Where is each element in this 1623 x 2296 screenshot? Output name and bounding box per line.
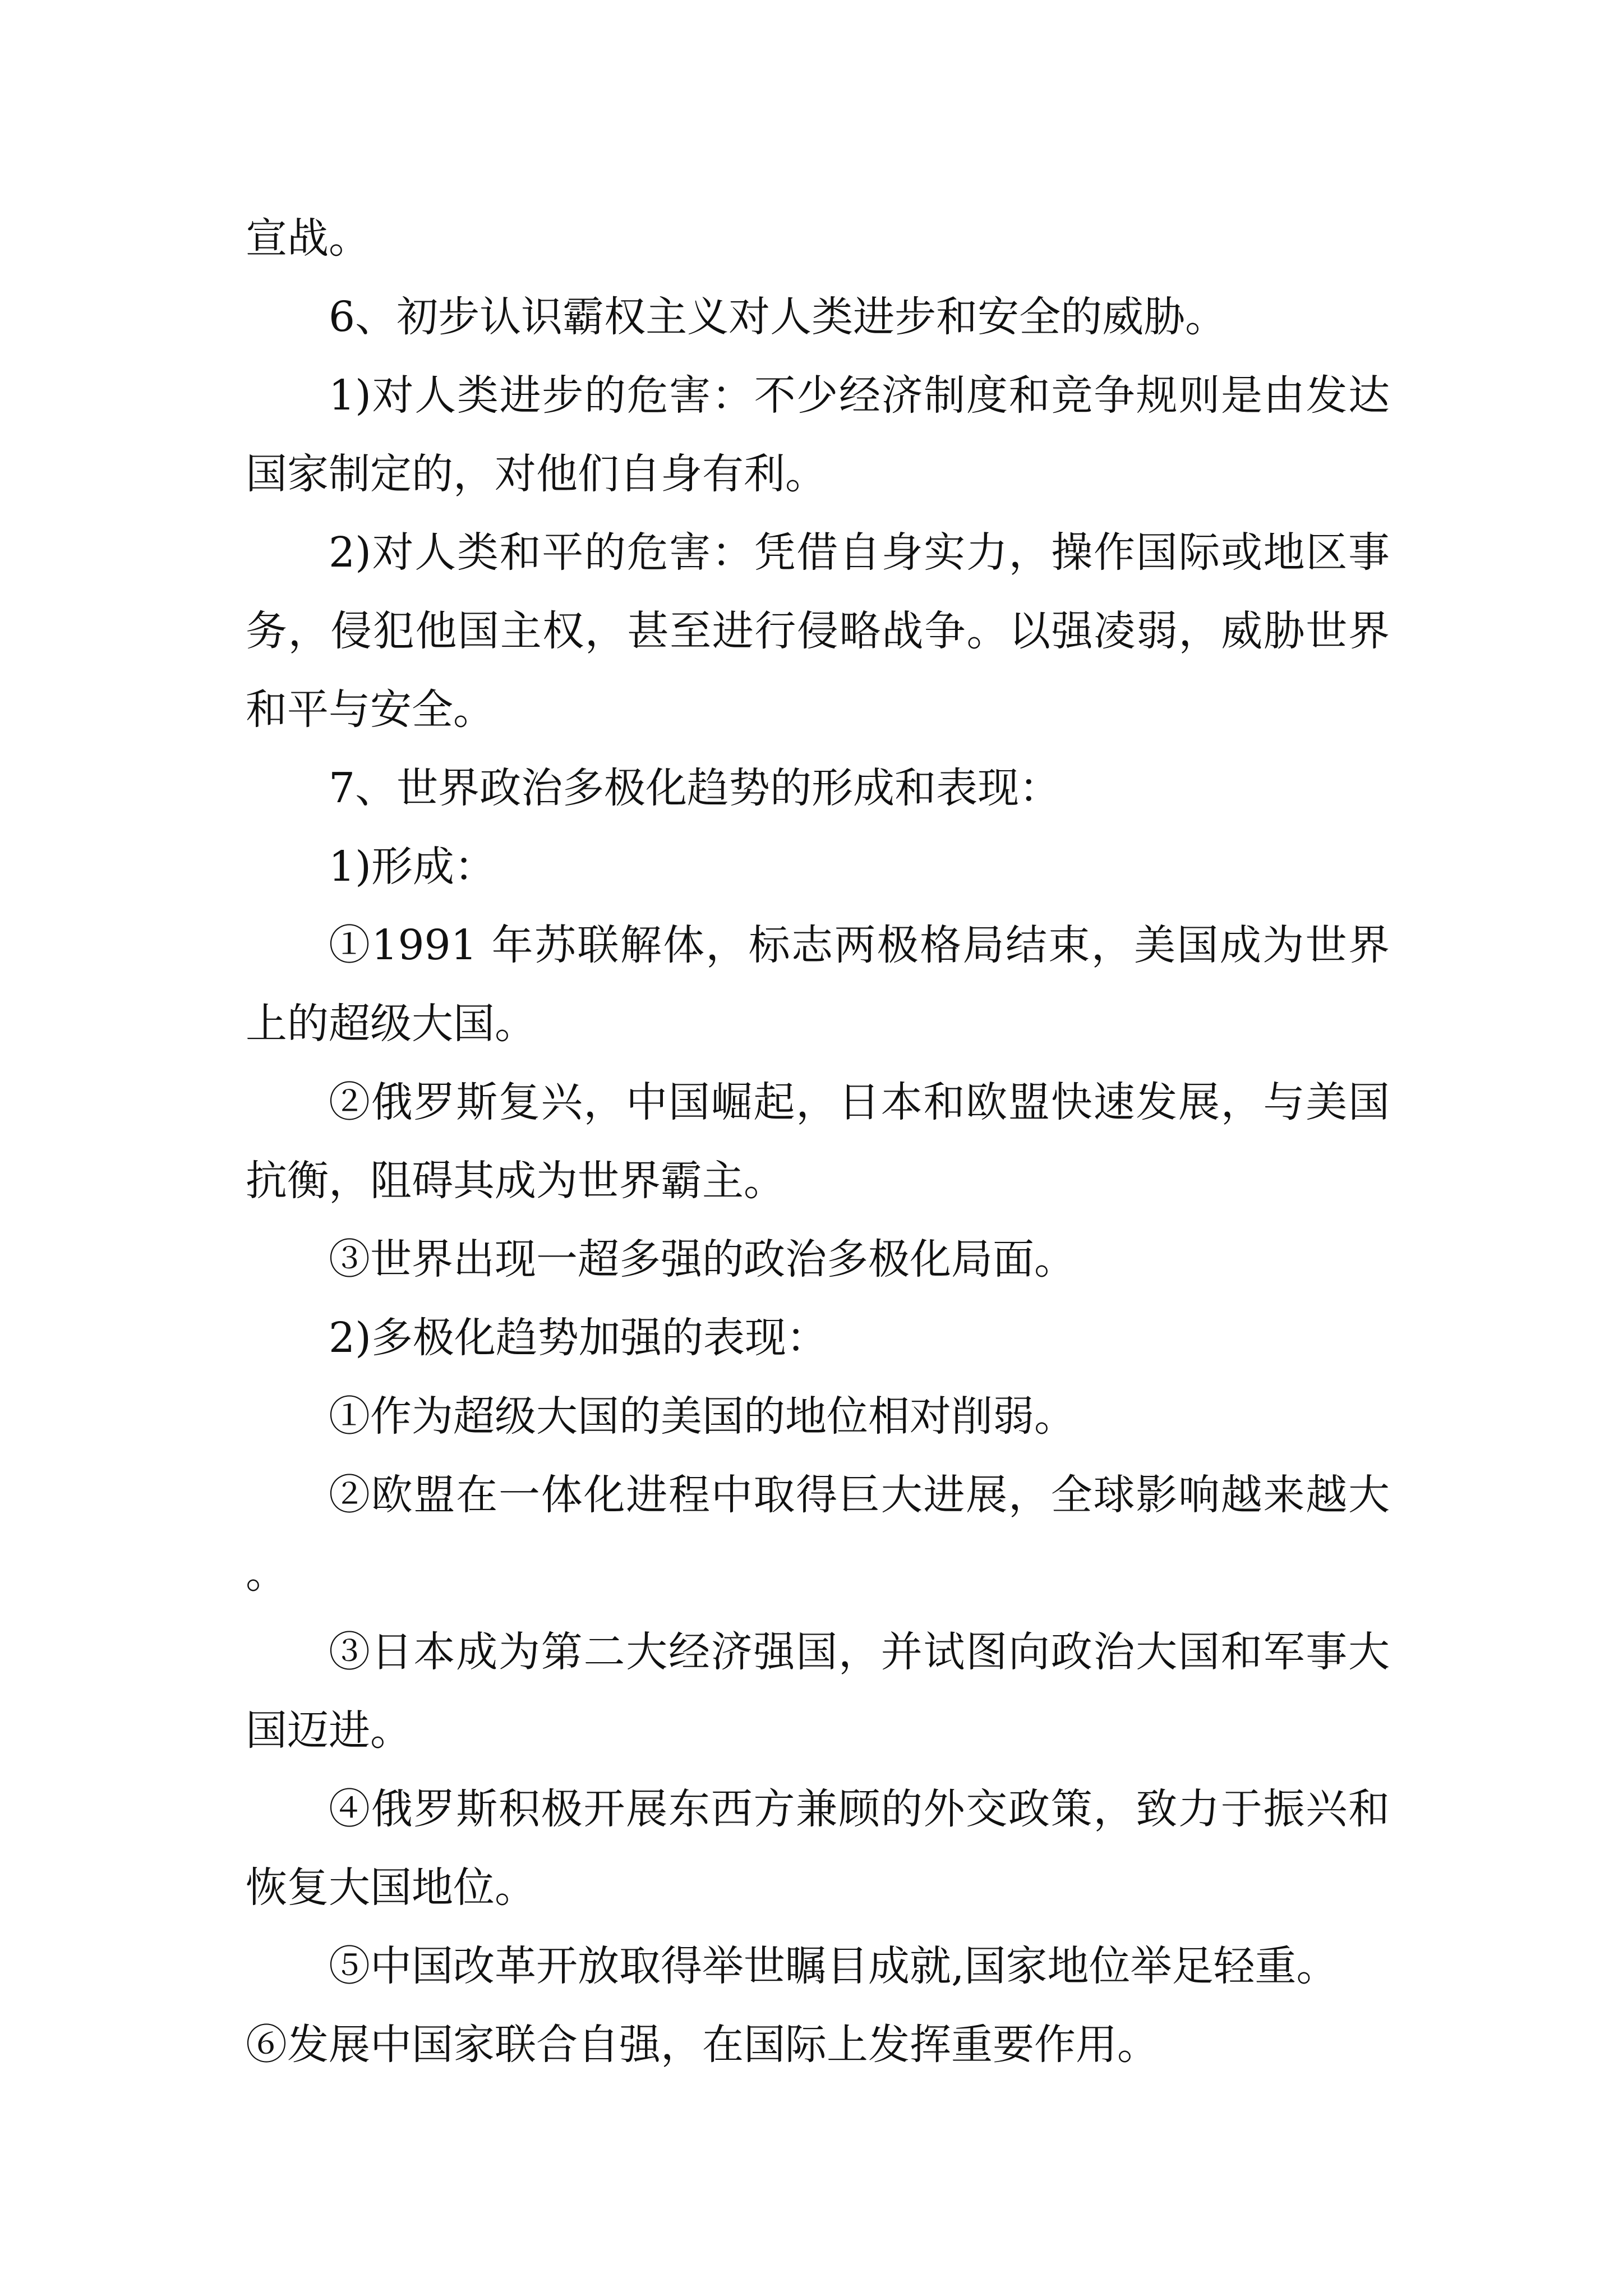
paragraph-harm-peace: 2)对人类和平的危害：凭借自身实力，操作国际或地区事务，侵犯他国主权，甚至进行侵略战争。以强凌弱，威胁世界和平与安全。 <box>246 528 1390 734</box>
paragraph-item-7-heading: 7、世界政治多极化趋势的形成和表现： <box>329 764 1061 812</box>
paragraph-manifestation-3: ③日本成为第二大经济强国，并试图向政治大国和军事大国迈进。 <box>246 1628 1390 1755</box>
paragraph-manifestation-1: ①作为超级大国的美国的地位相对削弱。 <box>329 1392 1076 1441</box>
paragraph-formation-heading: 1)形成： <box>329 843 496 891</box>
paragraph-formation-2: ②俄罗斯复兴，中国崛起，日本和欧盟快速发展，与美国抗衡，阻碍其成为世界霸主。 <box>246 1078 1390 1205</box>
paragraph-manifestation-5: ⑤中国改革开放取得举世瞩目成就,国家地位举足轻重。 <box>329 1942 1338 1990</box>
paragraph-manifestation-6: ⑥发展中国家联合自强，在国际上发挥重要作用。 <box>246 2021 1159 2069</box>
paragraph-manifestation-2: ②欧盟在一体化进程中取得巨大进展，全球影响越来越大。 <box>246 1471 1390 1598</box>
paragraph-formation-1: ①1991 年苏联解体，标志两极格局结束，美国成为世界上的超级大国。 <box>246 921 1390 1048</box>
paragraph-item-6-heading: 6、初步认识霸权主义对人类进步和安全的威胁。 <box>329 293 1227 341</box>
paragraph-formation-3: ③世界出现一超多强的政治多极化局面。 <box>329 1235 1076 1283</box>
paragraph-manifestation-4: ④俄罗斯积极开展东西方兼顾的外交政策，致力于振兴和恢复大国地位。 <box>246 1785 1390 1912</box>
paragraph-declare-war: 宣战。 <box>246 214 370 263</box>
paragraph-manifestation-heading: 2)多极化趋势加强的表现： <box>329 1314 828 1362</box>
document-body <box>246 199 1390 2084</box>
paragraph-harm-progress: 1)对人类进步的危害：不少经济制度和竞争规则是由发达国家制定的，对他们自身有利。 <box>246 371 1390 498</box>
